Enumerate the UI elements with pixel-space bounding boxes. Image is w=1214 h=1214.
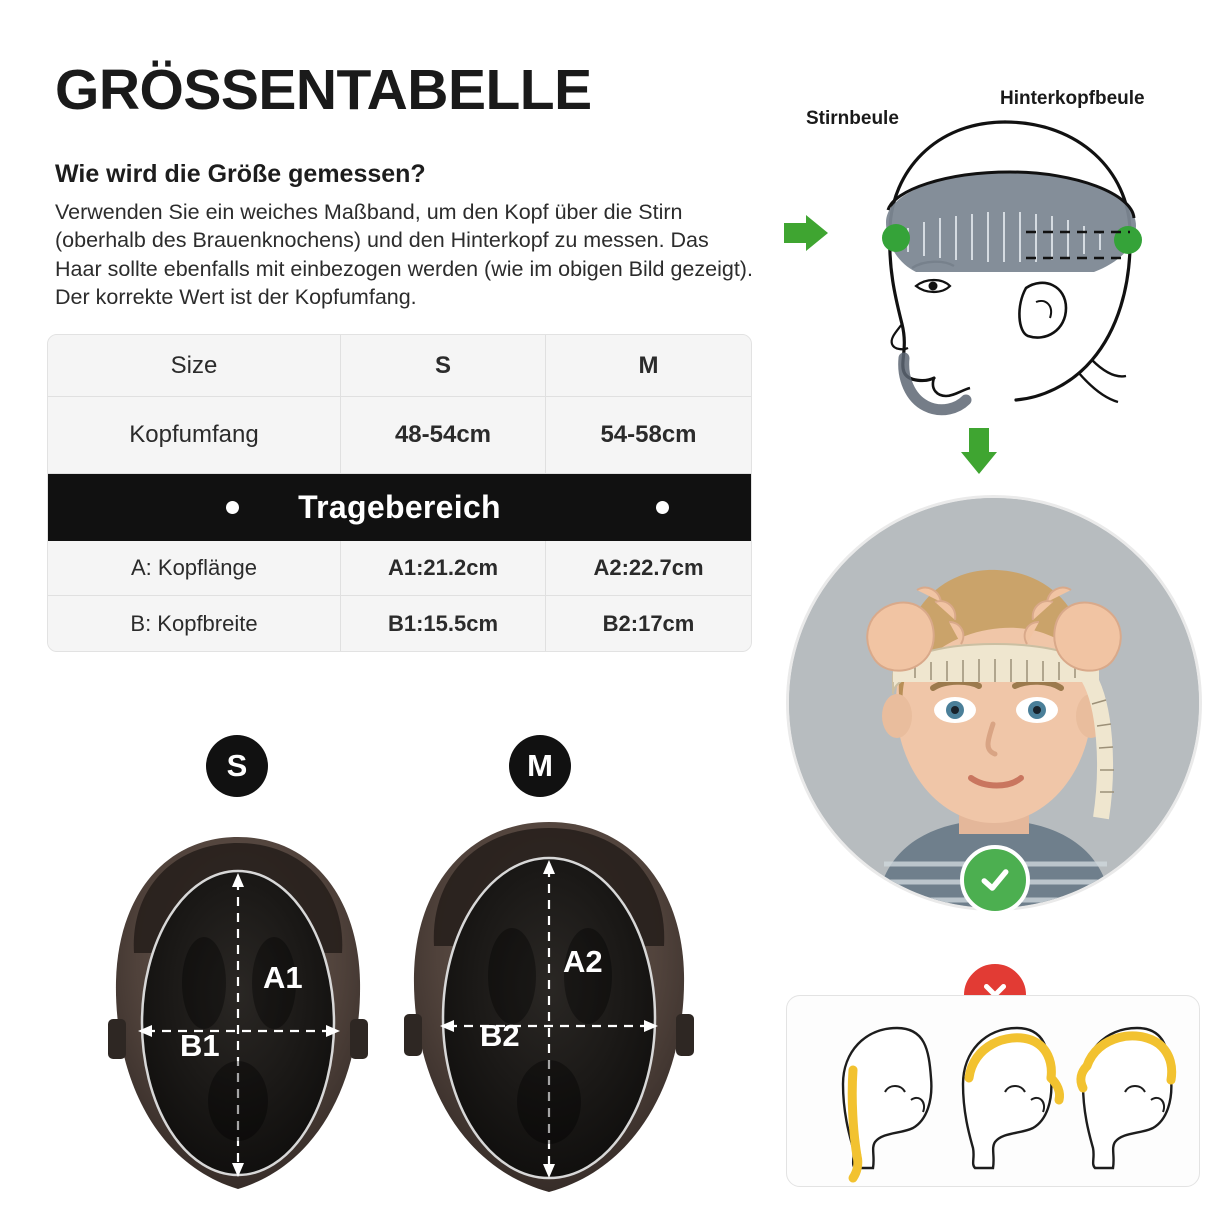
table-header-size: Size <box>48 335 341 397</box>
row-label-kopfumfang: Kopfumfang <box>48 397 341 474</box>
table-header-m: M <box>546 335 751 397</box>
row-label-kopfbreite: B: Kopfbreite <box>48 596 341 651</box>
arrow-right-icon <box>784 213 828 253</box>
table-header-s: S <box>341 335 546 397</box>
row-value-kopflaenge-s: A1:21.2cm <box>341 541 546 596</box>
label-stirnbeule: Stirnbeule <box>806 108 899 129</box>
helmet-s-width-label: B1 <box>180 1028 220 1063</box>
instructions-text: Verwenden Sie ein weiches Maßband, um den Kopf über die Stirn (oberhalb des Brauenknochens) und den Hinterkopf zu messen. Das Haar sollte ebenfalls mit einbezogen werden (wie im obigen Bild gezeigt). Der korrekte Wert ist der Kopfumfang. <box>55 200 753 310</box>
page-title: GRÖSSENTABELLE <box>55 58 592 122</box>
row-value-kopfumfang-s: 48-54cm <box>341 397 546 474</box>
helmet-m-length-label: A2 <box>563 944 603 979</box>
helmet-size-badge-m: M <box>509 735 571 797</box>
band-dot-left <box>226 501 239 514</box>
helmet-s-illustration <box>104 833 372 1193</box>
incorrect-methods-box <box>786 995 1200 1187</box>
check-icon <box>977 862 1013 898</box>
wrong-method-1 <box>843 1028 931 1178</box>
head-profile-diagram <box>830 110 1190 420</box>
table-row <box>48 596 751 651</box>
size-table <box>47 334 752 652</box>
table-row <box>48 541 751 596</box>
band-dot-right <box>656 501 669 514</box>
row-value-kopfbreite-s: B1:15.5cm <box>341 596 546 651</box>
helmet-size-badge-s: S <box>206 735 268 797</box>
wrong-method-2 <box>963 1028 1060 1168</box>
row-label-kopflaenge: A: Kopflänge <box>48 541 341 596</box>
back-bump-marker <box>1114 226 1142 254</box>
table-header-row <box>48 335 751 397</box>
right-column <box>770 0 1214 1214</box>
row-value-kopfbreite-m: B2:17cm <box>546 596 751 651</box>
front-bump-marker <box>882 224 910 252</box>
wrong-method-3 <box>1081 1028 1172 1168</box>
correct-badge <box>960 845 1030 915</box>
label-hinterkopfbeule: Hinterkopfbeule <box>1000 88 1145 109</box>
row-value-kopflaenge-m: A2:22.7cm <box>546 541 751 596</box>
helmet-m-width-label: B2 <box>480 1018 520 1053</box>
tragebereich-band <box>48 474 751 541</box>
row-value-kopfumfang-m: 54-58cm <box>546 397 751 474</box>
band-label: Tragebereich <box>298 489 501 525</box>
helmet-s-length-label: A1 <box>263 960 303 995</box>
helmet-m-illustration <box>400 818 698 1196</box>
table-row <box>48 397 751 474</box>
section-subtitle: Wie wird die Größe gemessen? <box>55 160 426 188</box>
arrow-down-icon <box>959 428 999 474</box>
